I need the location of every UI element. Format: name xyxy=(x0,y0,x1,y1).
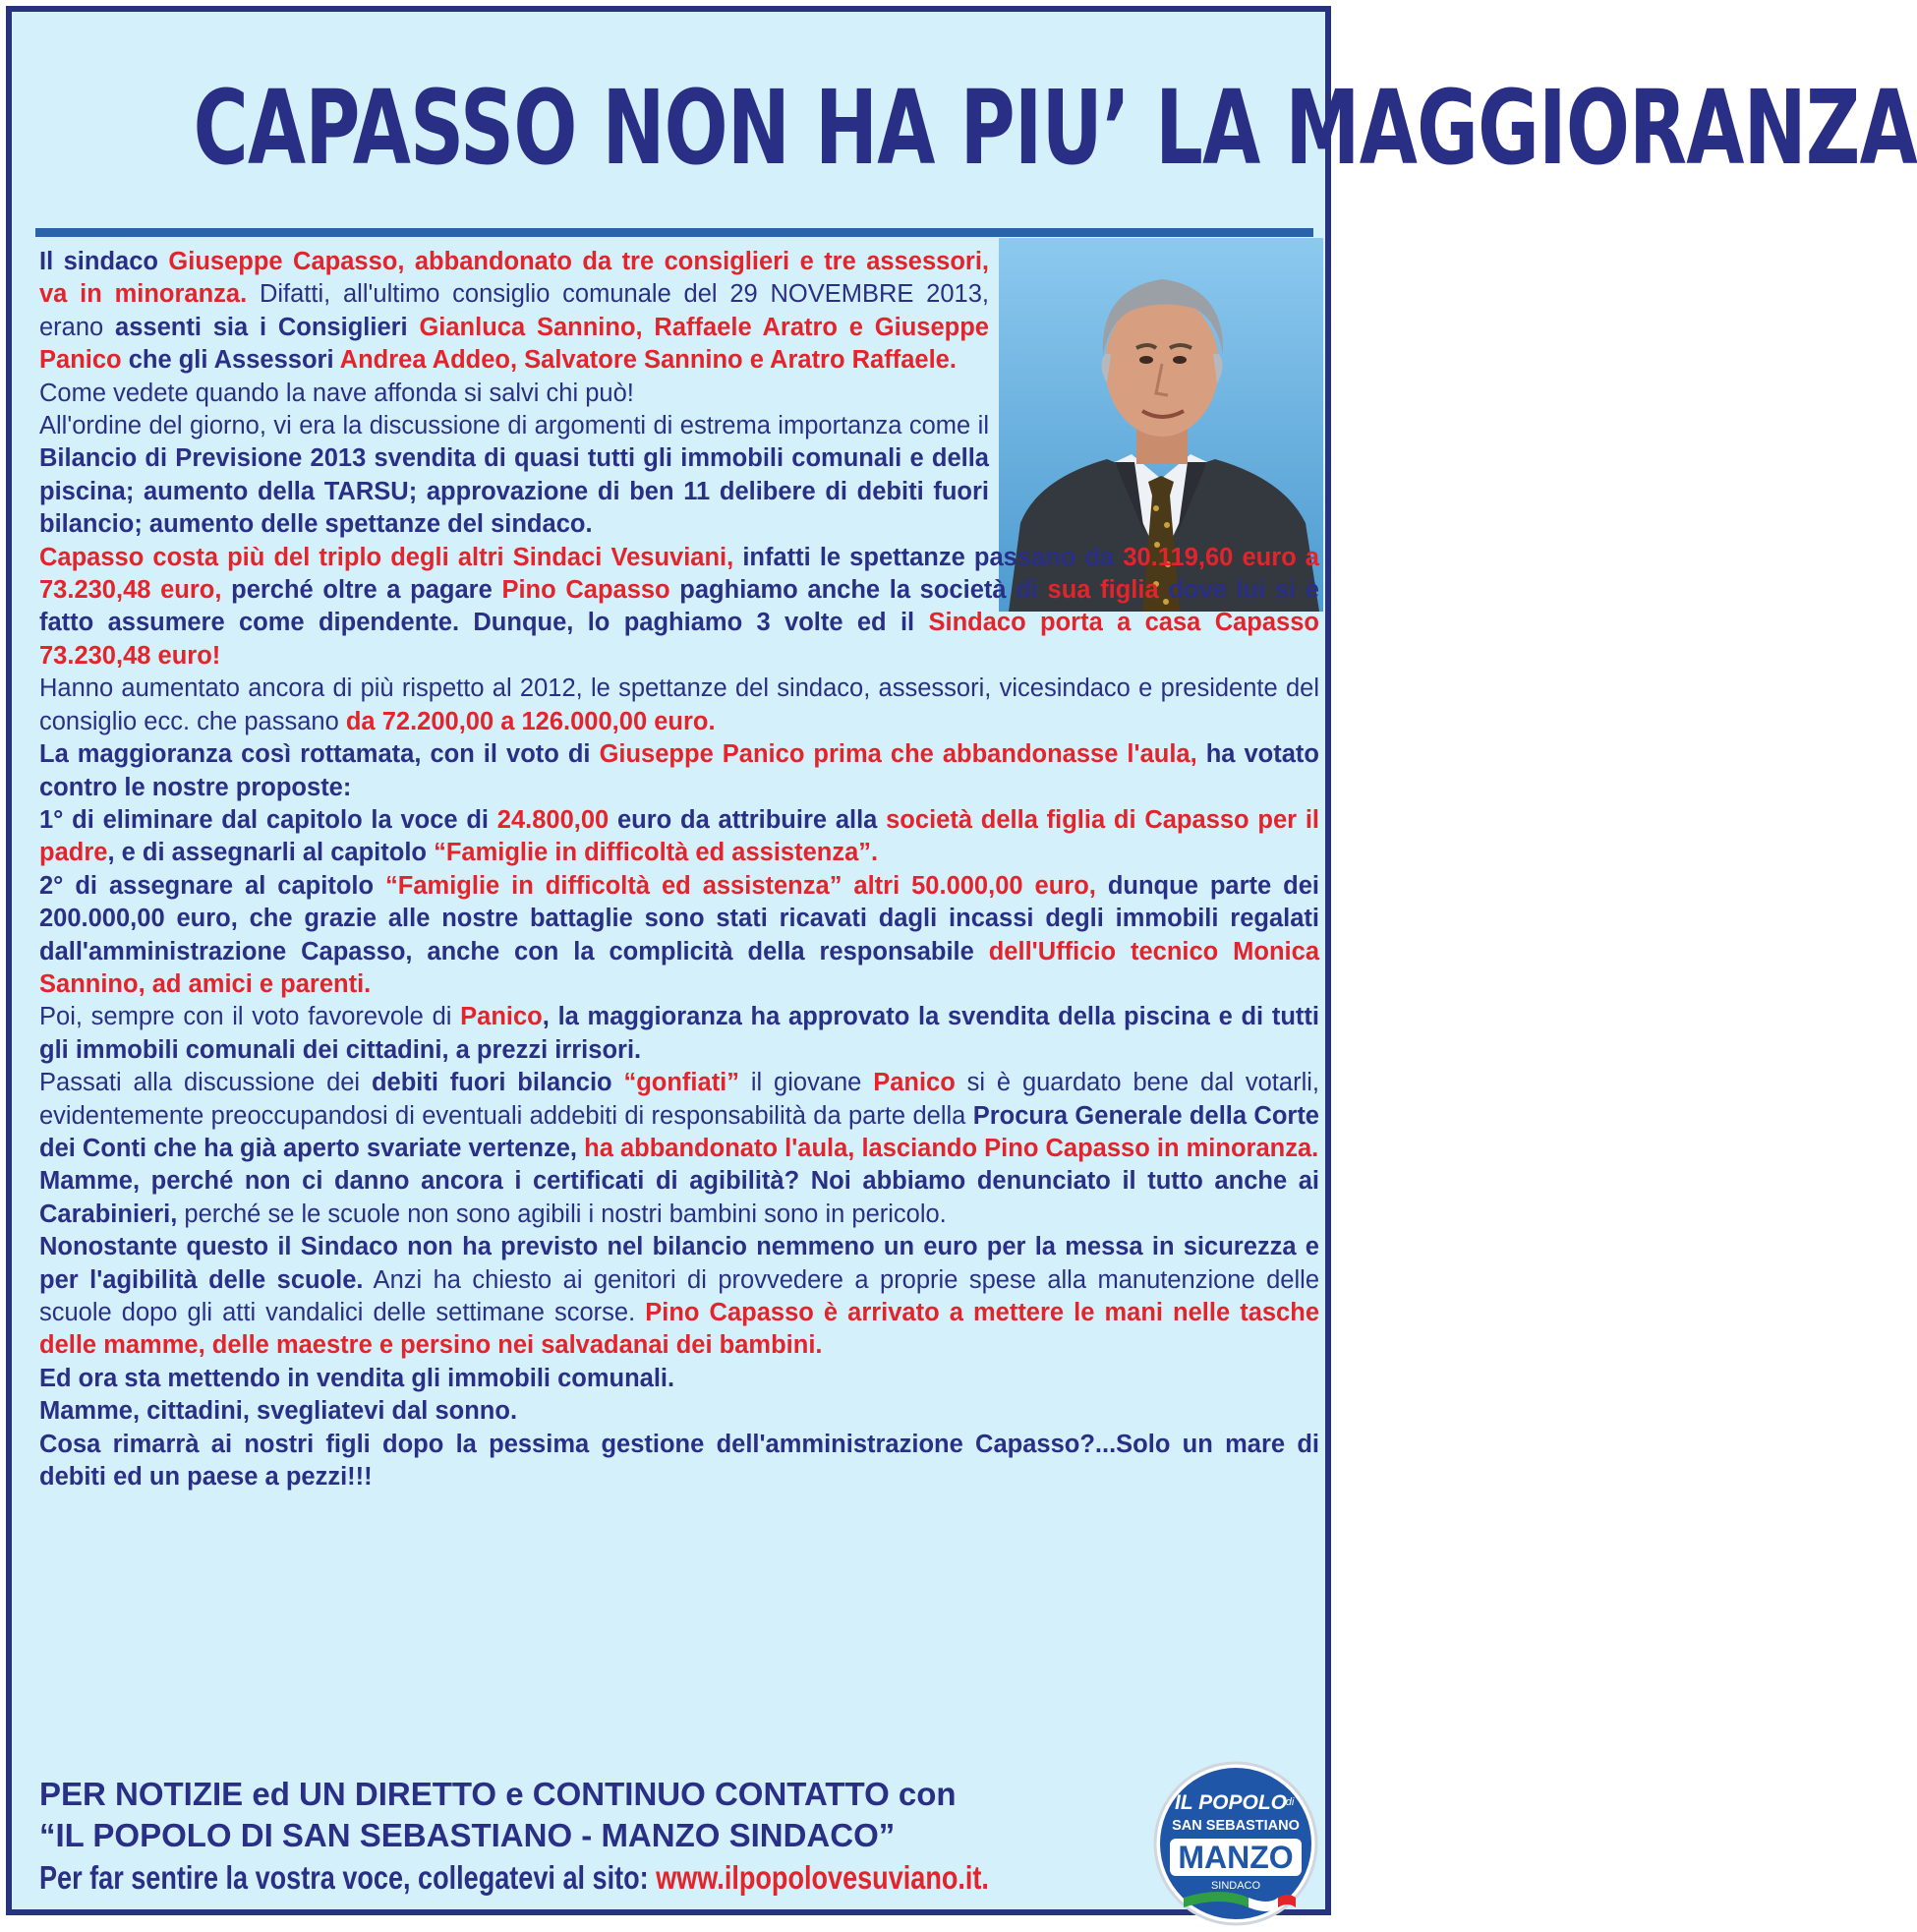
logo-di: di xyxy=(1285,1796,1295,1808)
paragraph-increase: Hanno aumentato ancora di più rispetto al 2012, le spettanze del sindaco, assessori, vicesindaco e presidente del consiglio ecc. che passano da 72.200,00 a 126.000,00 euro. xyxy=(39,674,1319,735)
article-body xyxy=(39,246,1319,1493)
paragraph-cost: Capasso costa più del triplo degli altri Sindaci Vesuviani, infatti le spettanze passano da 30.119,60 euro a 73.230,48 euro, perché oltre a pagare Pino Capasso paghiamo anche la società di sua figlia dove lui si è fatto assumere come dipendente. Dunque, lo paghiamo 3 volte ed il Sindaco porta a casa Capasso 73.230,48 euro! xyxy=(39,543,1319,670)
website-link[interactable]: www.ilpopolovesuviano.it. xyxy=(656,1859,989,1896)
paragraph-proposal-2: 2° di assegnare al capitolo “Famiglie in difficoltà ed assistenza” altri 50.000,00 euro, dunque parte dei 200.000,00 euro, che grazie alle nostre battaglie sono stati ricavati dagli incassi degli immobili regalati dall'amministrazione Capasso, anche con la complicità della responsabile dell'Ufficio tecnico Monica Sannino, ad amici e parenti. xyxy=(39,871,1320,998)
paragraph-intro: Il sindaco Giuseppe Capasso, abbandonato da tre consiglieri e tre assessori, va in minoranza. Difatti, all'ultimo consiglio comunale del 29 NOVEMBRE 2013, erano assenti sia i Consiglieri Gianluca Sannino, Raffaele Aratro e Giuseppe Panico che gli Assessori Andrea Addeo, Salvatore Sannino e Aratro Raffaele. xyxy=(39,248,989,375)
headline: CAPASSO NON HA PIU’ LA MAGGIORANZA xyxy=(193,68,1917,188)
paragraph-agenda: All'ordine del giorno, vi era la discussione di argomenti di estrema importanza come il Bilancio di Previsione 2013 svendita di quasi tutti gli immobili comunali e della piscina; aumento della TARSU; approvazione di ben 11 delibere di debiti fuori bilancio; aumento delle spettanze del sindaco. xyxy=(39,412,989,539)
party-logo xyxy=(1152,1760,1319,1927)
paragraph-majority: La maggioranza così rottamata, con il voto di Giuseppe Panico prima che abbandonasse l'aula, ha votato contro le nostre proposte: xyxy=(39,740,1319,801)
paragraph-schools: Mamme, perché non ci danno ancora i certificati di agibilità? Noi abbiamo denunciato il tutto anche ai Carabinieri, perché se le scuole non sono agibili i nostri bambini sono in pericolo. xyxy=(39,1167,1319,1228)
logo-line-1: IL POPOLO xyxy=(1175,1791,1287,1814)
paragraph-debts: Passati alla discussione dei debiti fuori bilancio “gonfiati” il giovane Panico si è guardato bene dal votarli, evidentemente preoccupandosi di eventuali addebiti di responsabilità da parte della Procura Generale della Corte dei Conti che ha già aperto svariate vertenze, ha abbandonato l'aula, lasciando Pino Capasso in minoranza. xyxy=(39,1069,1319,1162)
paragraph-closing: Cosa rimarrà ai nostri figli dopo la pessima gestione dell'amministrazione Capasso?...Solo un mare di debiti ed un paese a pezzi!!! xyxy=(39,1430,1319,1492)
footer-contact xyxy=(39,1774,1150,1900)
paragraph-proposal-1: 1° di eliminare dal capitolo la voce di 24.800,00 euro da attribuire alla società della figlia di Capasso per il padre, e di assegnarli al capitolo “Famiglie in difficoltà ed assistenza”. xyxy=(39,805,1320,867)
paragraph-sale: Ed ora sta mettendo in vendita gli immobili comunali. xyxy=(39,1364,675,1392)
footer-line-1: PER NOTIZIE ed UN DIRETTO e CONTINUO CONTATTO con xyxy=(39,1776,957,1812)
footer-line-2: “IL POPOLO DI SAN SEBASTIANO - MANZO SINDACO” xyxy=(39,1817,896,1853)
party-logo-emblem xyxy=(1152,1760,1319,1927)
headline-rule xyxy=(35,228,1313,237)
logo-sub: SINDACO xyxy=(1210,1880,1261,1892)
paragraph-safety: Nonostante questo il Sindaco non ha previsto nel bilancio nemmeno un euro per la messa in sicurezza e per l'agibilità delle scuole. Anzi ha chiesto ai genitori di provvedere a proprie spese alla manutenzione delle scuole dopo gli atti vandalici delle settimane scorse. Pino Capasso è arrivato a mettere le mani nelle tasche delle mamme, delle maestre e persino nei salvadanai dei bambini. xyxy=(39,1233,1319,1360)
footer-cta: Per far sentire la vostra voce, collegatevi al sito: xyxy=(39,1859,657,1896)
paragraph-wake: Mamme, cittadini, svegliatevi dal sonno. xyxy=(39,1397,518,1426)
poster-frame xyxy=(6,6,1917,1915)
footer-line-3 xyxy=(39,1856,989,1900)
logo-line-2: SAN SEBASTIANO xyxy=(1172,1818,1300,1834)
logo-name: MANZO xyxy=(1178,1840,1294,1875)
paragraph-ship: Come vedete quando la nave affonda si salvi chi può! xyxy=(39,379,634,407)
paragraph-pool: Poi, sempre con il voto favorevole di Panico, la maggioranza ha approvato la svendita della piscina e di tutti gli immobili comunali dei cittadini, a prezzi irrisori. xyxy=(39,1003,1319,1064)
